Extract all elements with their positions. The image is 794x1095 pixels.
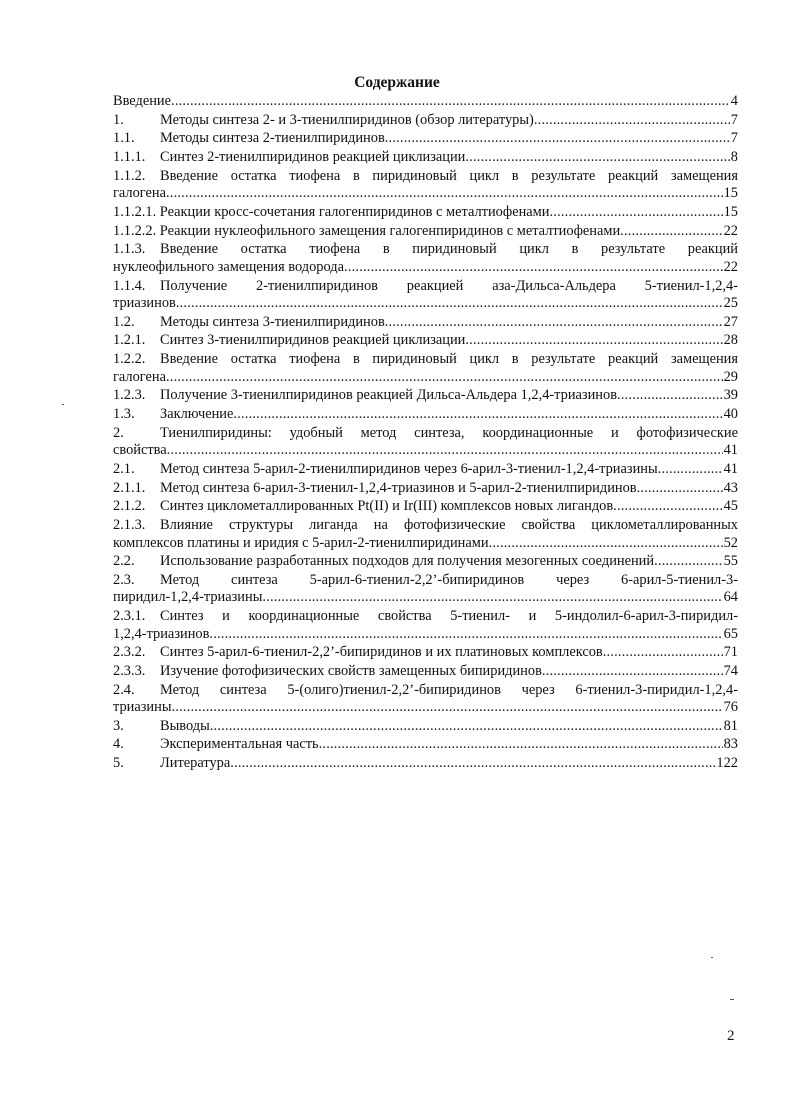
toc-entry-number: 1. [113,111,124,128]
toc-entry-title: Влияние структуры лиганда на фотофизические свойства циклометаллированных [160,516,738,533]
toc-page-number: 71 [723,644,738,661]
toc-entry-title: Метод синтеза 5-арил-6-тиенил-2,2’-бипиридинов через 6-арил-5-тиенил-3- [160,571,738,588]
toc-line-continuation [113,442,738,460]
toc-leader-dots [171,92,730,111]
toc-entry [113,552,738,571]
toc-line [113,129,738,148]
toc-page-number: 25 [723,295,738,312]
toc-entry-title: Изучение фотофизических свойств замещенных бипиридинов [160,662,542,679]
toc-entry-number: 4. [113,736,124,753]
toc-entry-title: Получение 2-тиенилпиридинов реакцией аза-Дильса-Альдера 5-тиенил-1,2,4- [160,277,738,294]
toc-page-number: 7 [730,111,738,128]
toc-entry-title: Методы синтеза 3-тиенилпиридинов [160,313,385,330]
table-of-contents [113,92,738,773]
toc-entry [113,277,738,313]
toc-line [113,516,738,535]
toc-page-number: 83 [723,736,738,753]
toc-entry-number: 1.1.3. [113,241,146,258]
toc-page-number: 41 [723,442,738,459]
toc-entry-title: Синтез 3-тиенилпиридинов реакцией циклизации [160,332,466,349]
toc-entry [113,92,738,111]
toc-entry [113,607,738,643]
toc-entry-title: Экспериментальная часть [160,736,319,753]
toc-line-continuation [113,699,738,717]
toc-entry-title: Введение [113,93,172,109]
page-title: Содержание [354,74,440,91]
toc-page-number: 74 [723,662,738,679]
toc-entry-number: 1.1.1. [113,149,146,166]
toc-entry [113,516,738,552]
toc-page-number: 15 [723,185,738,202]
toc-leader-dots [465,331,722,350]
toc-leader-dots [603,643,723,662]
toc-line [113,424,738,443]
toc-page-number: 4 [730,93,738,109]
toc-entry-number: 1.2.2. [113,351,146,368]
toc-line-continuation [113,295,738,313]
toc-entry [113,662,738,681]
toc-entry-title: Синтез и координационные свойства 5-тиенил- и 5-индолил-6-арил-3-пиридил- [160,607,738,624]
toc-entry [113,167,738,203]
toc-entry [113,203,738,222]
toc-entry-number: 2.1. [113,460,135,477]
toc-leader-dots [489,535,723,553]
toc-entry [113,571,738,607]
toc-entry-title: триазинов [113,295,176,312]
toc-line [113,111,738,130]
toc-entry-number: 2.3.2. [113,644,146,661]
toc-line [113,405,738,424]
toc-page-number: 122 [716,755,738,772]
toc-entry-title: свойства [113,442,167,459]
toc-leader-dots [167,442,723,460]
toc-line [113,643,738,662]
toc-line [113,203,738,222]
toc-entry-title: Введение остатка тиофена в пиридиновый цикл в результате реакций замещения [160,167,738,184]
toc-entry-title: нуклеофильного замещения водорода [113,259,344,275]
toc-line [113,240,738,259]
toc-entry-number: 2.1.1. [113,479,146,496]
toc-page-number: 64 [723,589,738,606]
toc-entry [113,460,738,479]
toc-leader-dots [385,129,730,148]
toc-entry [113,331,738,350]
toc-line-continuation [113,259,738,277]
toc-entry [113,313,738,332]
toc-line [113,571,738,590]
toc-entry [113,754,738,773]
toc-entry-title: триазины [113,699,172,716]
toc-leader-dots [385,313,723,332]
toc-entry [113,222,738,241]
toc-line [113,350,738,369]
toc-page-number: 43 [723,479,738,496]
toc-entry [113,111,738,130]
scan-speck [711,957,713,958]
toc-entry-title: Синтез циклометаллированных Pt(II) и Ir(III) комплексов новых лигандов [160,498,614,515]
toc-entry-title: Литература [160,755,231,772]
toc-page-number: 27 [723,313,738,330]
toc-entry-title: Метод синтеза 6-арил-3-тиенил-1,2,4-триазинов и 5-арил-2-тиенилпиридинов [160,479,637,496]
toc-leader-dots [465,148,729,167]
toc-leader-dots [230,754,715,773]
toc-leader-dots [344,259,723,277]
toc-entry-title: комплексов платины и иридия с 5-арил-2-тиенилпиридинами [113,534,489,551]
toc-line-continuation [113,626,738,644]
toc-entry-title: Использование разработанных подходов для получения мезогенных соединений [160,553,655,570]
page-number: 2 [727,1028,735,1044]
toc-entry-number: 2.3.3. [113,662,146,679]
toc-leader-dots [172,699,723,717]
toc-page-number: 29 [723,368,738,385]
toc-line-continuation [113,535,738,553]
toc-line [113,386,738,405]
toc-leader-dots [176,295,723,313]
toc-leader-dots [166,185,723,203]
toc-entry-title: Выводы [160,717,210,734]
toc-entry-number: 1.1.4. [113,277,146,294]
toc-line [113,681,738,700]
toc-page-number: 28 [723,332,738,349]
toc-entry-title: Метод синтеза 5-арил-2-тиенилпиридинов через 6-арил-3-тиенил-1,2,4-триазины [160,460,658,477]
toc-page-number: 81 [723,717,738,734]
toc-leader-dots [210,717,723,736]
toc-entry-title: пиридил-1,2,4-триазины [113,589,263,606]
toc-page-number: 39 [723,387,738,404]
toc-page-number: 22 [723,259,738,275]
toc-line [113,313,738,332]
toc-entry-title: 1.1.2.1. Реакции кросс-сочетания галогенпиридинов с металтиофенами [113,203,550,220]
toc-line [113,607,738,626]
toc-entry-number: 2.1.3. [113,516,146,533]
toc-entry [113,735,738,754]
toc-entry-number: 1.3. [113,405,135,422]
toc-line [113,754,738,773]
toc-leader-dots [620,222,722,241]
toc-line [113,552,738,571]
toc-entry-title: Методы синтеза 2-тиенилпиридинов [160,130,385,147]
toc-leader-dots [542,662,723,681]
toc-entry [113,424,738,460]
toc-entry [113,148,738,167]
toc-entry-title: Методы синтеза 2- и 3-тиенилпиридинов (обзор литературы) [160,111,534,128]
toc-entry-number: 1.2.3. [113,387,146,404]
toc-entry-title: Синтез 2-тиенилпиридинов реакцией циклизации [160,149,466,166]
toc-line [113,222,738,241]
toc-page-number: 7 [730,130,738,147]
toc-entry [113,643,738,662]
toc-entry-number: 2.1.2. [113,498,146,515]
toc-leader-dots [549,203,722,222]
toc-entry-title: Введение остатка тиофена в пиридиновый цикл в результате реакций замещения [160,351,738,368]
toc-entry [113,240,738,276]
toc-page-number: 22 [723,222,738,239]
toc-leader-dots [262,589,722,607]
toc-entry-title: галогена [113,185,166,202]
toc-page-number: 55 [723,553,738,570]
toc-line-continuation [113,369,738,387]
toc-page-number: 76 [723,699,738,716]
toc-page-number: 8 [730,149,738,166]
toc-page-number: 45 [723,498,738,515]
toc-leader-dots [319,735,723,754]
toc-entry-number: 2.4. [113,681,135,698]
toc-entry-title: галогена [113,368,166,385]
toc-leader-dots [166,369,723,387]
toc-line [113,92,738,111]
toc-page-number: 65 [723,625,738,642]
toc-leader-dots [637,479,723,498]
toc-entry-number: 2.2. [113,553,135,570]
scan-speck [62,404,64,405]
toc-entry-title: Синтез 5-арил-6-тиенил-2,2’-бипиридинов и их платиновых комплексов [160,644,603,661]
toc-entry-title: Введение остатка тиофена в пиридиновый цикл в результате реакций [160,241,738,258]
toc-entry-title: Заключение [160,405,234,422]
toc-entry [113,717,738,736]
toc-entry-title: Тиенилпиридины: удобный метод синтеза, координационные и фотофизические [160,424,738,441]
toc-line [113,717,738,736]
scan-speck [730,999,734,1000]
toc-entry [113,681,738,717]
toc-page-number: 15 [723,203,738,220]
toc-entry [113,129,738,148]
toc-entry [113,405,738,424]
toc-entry [113,386,738,405]
toc-line [113,735,738,754]
toc-entry-number: 2.3.1. [113,607,146,624]
toc-entry [113,479,738,498]
toc-leader-dots [209,626,722,644]
toc-line [113,331,738,350]
toc-line [113,497,738,516]
toc-leader-dots [617,386,723,405]
toc-page-number: 52 [723,534,738,551]
toc-entry-number: 1.1.2. [113,167,146,184]
toc-leader-dots [654,552,723,571]
toc-page-number: 40 [723,405,738,422]
toc-entry-title: 1.1.2.2. Реакции нуклеофильного замещения галогенпиридинов с металтиофенами [113,222,621,239]
toc-entry-number: 1.2. [113,313,135,330]
toc-entry-number: 1.1. [113,130,135,147]
toc-entry [113,497,738,516]
toc-line [113,460,738,479]
toc-line [113,479,738,498]
toc-entry-number: 2.3. [113,571,135,588]
toc-line [113,167,738,186]
toc-line [113,148,738,167]
toc-entry-title: Метод синтеза 5-(олиго)тиенил-2,2’-бипиридинов через 6-тиенил-3-пиридил-1,2,4- [160,681,738,698]
toc-entry-number: 2. [113,424,124,441]
toc-entry-title: 1,2,4-триазинов [113,625,210,642]
toc-page-number: 41 [723,460,738,477]
toc-line-continuation [113,185,738,203]
toc-line [113,662,738,681]
toc-entry [113,350,738,386]
toc-line [113,277,738,296]
toc-leader-dots [658,460,723,479]
toc-leader-dots [613,497,722,516]
toc-entry-number: 3. [113,717,124,734]
toc-entry-number: 5. [113,755,124,772]
toc-leader-dots [534,111,730,130]
toc-line-continuation [113,589,738,607]
toc-entry-title: Получение 3-тиенилпиридинов реакцией Дильса-Альдера 1,2,4-триазинов [160,387,618,404]
toc-entry-number: 1.2.1. [113,332,146,349]
toc-leader-dots [233,405,722,424]
